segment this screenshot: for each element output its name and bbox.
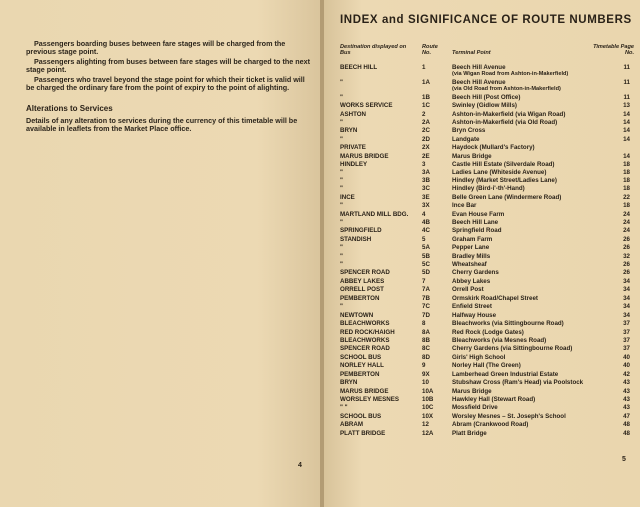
destination-cell: SPRINGFIELD [340,227,382,234]
route-number-cell: 4B [422,219,430,226]
page-number-cell: 37 [623,329,630,336]
route-number-cell: 4 [422,211,426,218]
destination-cell: NEWTOWN [340,312,374,319]
table-row [324,126,640,135]
route-number-cell: 3X [422,202,430,209]
route-number-cell: 2X [422,144,430,151]
terminal-cell: Bryn Cross [452,127,486,134]
route-number-cell: 2A [422,119,430,126]
destination-cell: MARUS BRIDGE [340,388,389,395]
terminal-cell: Worsley Mesnes – St. Joseph's School [452,413,566,420]
page-number-cell: 14 [623,119,630,126]
destination-cell: MARUS BRIDGE [340,153,389,160]
route-number-cell: 8B [422,337,430,344]
destination-cell: " [340,119,343,126]
route-number-cell: 5C [422,261,430,268]
route-number-cell: 1C [422,102,430,109]
page-number-cell: 24 [623,211,630,218]
terminal-cell: Red Rock (Lodge Gates) [452,329,524,336]
page-number-cell: 34 [623,312,630,319]
destination-cell: " " [340,404,348,411]
route-number-cell: 7B [422,295,430,302]
destination-cell: WORKS SERVICE [340,102,393,109]
route-number-cell: 2D [422,136,430,143]
page-number-left: 4 [298,462,302,469]
terminal-cell: Pepper Lane [452,244,490,251]
destination-cell: " [340,185,343,192]
header-page: Timetable Page No. [593,44,634,56]
table-row [324,378,640,387]
destination-cell: STANDISH [340,236,372,243]
header-destination: Destination displayed on Bus [340,44,407,56]
terminal-cell: Graham Farm [452,236,493,243]
right-page [324,0,640,507]
table-row [324,285,640,294]
destination-cell: ABBEY LAKES [340,278,385,285]
table-row [324,143,640,152]
table-row [324,101,640,110]
terminal-cell: Hindley (Bird-i'-th'-Hand) [452,185,525,192]
destination-cell: " [340,244,343,251]
page-number-cell: 43 [623,379,630,386]
destination-cell: BEECH HILL [340,64,378,71]
terminal-cell: Bleachworks (via Sittingbourne Road) [452,320,564,327]
terminal-cell: Ormskirk Road/Chapel Street [452,295,538,302]
terminal-cell: Cherry Gardens [452,269,499,276]
page-number-cell: 43 [623,396,630,403]
route-number-cell: 10 [422,379,429,386]
destination-cell: MARTLAND MILL BDG. [340,211,409,218]
route-number-cell: 7 [422,278,426,285]
terminal-cell: Hindley (Market Street/Ladies Lane) [452,177,557,184]
terminal-cell: Beech Hill Avenue [452,79,506,86]
page-number-cell: 18 [623,161,630,168]
page-number-cell: 18 [623,185,630,192]
destination-cell: PRIVATE [340,144,366,151]
terminal-cell: Bleachworks (via Mesnes Road) [452,337,547,344]
page-number-cell: 34 [623,286,630,293]
page-number-cell: 48 [623,421,630,428]
destination-cell: PLATT BRIDGE [340,430,386,437]
terminal-cell: Belle Green Lane (Windermere Road) [452,194,562,201]
page-number-cell: 22 [623,194,630,201]
table-row [324,268,640,277]
destination-cell: SPENCER ROAD [340,269,390,276]
page-number-cell: 13 [623,102,630,109]
page-number-cell: 14 [623,111,630,118]
header-terminal: Terminal Point [452,50,491,56]
page-number-cell: 42 [623,371,630,378]
route-number-cell: 1B [422,94,430,101]
table-row [324,201,640,210]
table-row [324,344,640,353]
terminal-cell: Springfield Road [452,227,502,234]
destination-cell: " [340,202,343,209]
terminal-cell: Ladies Lane (Whiteside Avenue) [452,169,547,176]
destination-cell: RED ROCK/HAIGH [340,329,395,336]
terminal-cell: Platt Bridge [452,430,487,437]
destination-cell: " [340,253,343,260]
route-number-cell: 5 [422,236,426,243]
terminal-cell: Mossfield Drive [452,404,498,411]
page-number-cell: 47 [623,413,630,420]
table-row [324,243,640,252]
page-number-cell: 11 [623,79,630,86]
page-number-cell: 18 [623,202,630,209]
terminal-cell: Hawkley Hall (Stewart Road) [452,396,536,403]
route-number-cell: 5B [422,253,430,260]
route-number-cell: 2E [422,153,430,160]
route-number-cell: 3C [422,185,430,192]
terminal-cell: Abbey Lakes [452,278,491,285]
route-number-cell: 3E [422,194,430,201]
destination-cell: SPENCER ROAD [340,345,390,352]
page-number-cell: 14 [623,127,630,134]
destination-cell: WORSLEY MESNES [340,396,400,403]
page-number-cell: 37 [623,320,630,327]
destination-cell: " [340,219,343,226]
table-row [324,319,640,328]
page-number-cell: 32 [623,253,630,260]
destination-cell: INCE [340,194,355,201]
table-row [324,184,640,193]
index-title: INDEX and SIGNIFICANCE OF ROUTE NUMBERS [340,14,632,26]
page-number-cell: 11 [623,94,630,101]
alterations-text: Details of any alteration to services during the currency of this timetable will be available in leaflets from the Market Place office. [26,116,298,134]
destination-cell: BLEACHWORKS [340,337,390,344]
destination-cell: BRYN [340,127,358,134]
table-row [324,403,640,412]
route-number-cell: 9 [422,362,426,369]
fare-paragraph-1: Passengers boarding buses between fare stages will be charged from the previous stage point. [26,39,286,57]
table-row [324,361,640,370]
terminal-cell: Swinley (Gidlow Mills) [452,102,517,109]
page-number-cell: 37 [623,337,630,344]
destination-cell: " [340,94,343,101]
destination-cell: ASHTON [340,111,367,118]
destination-cell: " [340,261,343,268]
terminal-cell: Ashton-in-Makerfield (via Wigan Road) [452,111,566,118]
route-number-cell: 8A [422,329,430,336]
terminal-cell: Bradley Mills [452,253,491,260]
destination-cell: HINDLEY [340,161,368,168]
terminal-cell: Enfield Street [452,303,492,310]
terminal-cell: Landgate [452,136,480,143]
route-number-cell: 2C [422,127,430,134]
terminal-cell: Girls' High School [452,354,506,361]
terminal-cell: Marus Bridge [452,388,492,395]
terminal-cell: Haydock (Mullard's Factory) [452,144,535,151]
destination-cell: ABRAM [340,421,364,428]
table-row [324,420,640,429]
destination-cell: SCHOOL BUS [340,354,382,361]
page-number-cell: 40 [623,362,630,369]
terminal-cell: Orrell Post [452,286,484,293]
page-number-cell: 37 [623,345,630,352]
terminal-subnote: (via Old Road from Ashton-in-Makerfield) [452,86,561,92]
destination-cell: " [340,169,343,176]
destination-cell: SCHOOL BUS [340,413,382,420]
terminal-cell: Beech Hill Avenue [452,64,506,71]
route-number-cell: 2 [422,111,426,118]
terminal-cell: Castle Hill Estate (Silverdale Road) [452,161,555,168]
terminal-cell: Beech Hill (Post Office) [452,94,521,101]
route-number-cell: 12A [422,430,434,437]
terminal-cell: Ince Bar [452,202,477,209]
route-number-cell: 7A [422,286,430,293]
page-number-cell: 11 [623,64,630,71]
page-number-cell: 26 [623,244,630,251]
page-number-cell: 26 [623,236,630,243]
page-number-cell: 43 [623,388,630,395]
route-number-cell: 7D [422,312,430,319]
route-number-cell: 9X [422,371,430,378]
terminal-cell: Halfway House [452,312,497,319]
route-number-cell: 3A [422,169,430,176]
terminal-cell: Abram (Crankwood Road) [452,421,529,428]
fare-paragraph-3: Passengers who travel beyond the stage point for which their ticket is valid will be charged the ordinary fare from the point of expiry to the point of alighting. [26,75,305,93]
terminal-cell: Evan House Farm [452,211,505,218]
terminal-subnote: (via Wigan Road from Ashton-in-Makerfield) [452,71,569,77]
table-row [324,63,640,77]
terminal-cell: Lamberhead Green Industrial Estate [452,371,559,378]
route-number-cell: 7C [422,303,430,310]
terminal-cell: Cherry Gardens (via Sittingbourne Road) [452,345,573,352]
page-number-cell: 34 [623,295,630,302]
page-number-cell: 34 [623,278,630,285]
route-number-cell: 1A [422,79,430,86]
table-row [324,302,640,311]
page-number-cell: 48 [623,430,630,437]
header-route: Route No. [422,44,438,56]
terminal-cell: Beech Hill Lane [452,219,499,226]
route-number-cell: 8 [422,320,426,327]
route-number-cell: 8D [422,354,430,361]
destination-cell: PEMBERTON [340,371,380,378]
terminal-cell: Stubshaw Cross (Ram's Head) via Poolstock [452,379,584,386]
fare-paragraph-2: Passengers alighting from buses between fare stages will be charged to the next stage point. [26,57,310,75]
page-number-cell: 18 [623,177,630,184]
page-number-cell: 43 [623,404,630,411]
page-number-cell: 26 [623,269,630,276]
route-number-cell: 4C [422,227,430,234]
page-number-right: 5 [622,456,626,463]
terminal-cell: Ashton-in-Makerfield (via Old Road) [452,119,558,126]
table-row [324,226,640,235]
terminal-cell: Norley Hall (The Green) [452,362,521,369]
page-number-cell: 40 [623,354,630,361]
route-number-cell: 3 [422,161,426,168]
route-number-cell: 8C [422,345,430,352]
destination-cell: " [340,136,343,143]
page-number-cell: 24 [623,227,630,234]
page-number-cell: 24 [623,219,630,226]
destination-cell: " [340,79,343,86]
destination-cell: BRYN [340,379,358,386]
route-number-cell: 10B [422,396,434,403]
page-number-cell: 34 [623,303,630,310]
table-row [324,429,640,438]
route-number-cell: 10X [422,413,434,420]
destination-cell: PEMBERTON [340,295,380,302]
page-number-cell: 14 [623,153,630,160]
page-number-cell: 14 [623,136,630,143]
destination-cell: BLEACHWORKS [340,320,390,327]
route-number-cell: 5A [422,244,430,251]
route-number-cell: 1 [422,64,426,71]
route-number-cell: 3B [422,177,430,184]
route-number-cell: 10A [422,388,434,395]
page-number-cell: 18 [623,169,630,176]
route-number-cell: 5D [422,269,430,276]
table-row [324,78,640,92]
terminal-cell: Marus Bridge [452,153,492,160]
destination-cell: " [340,177,343,184]
destination-cell: " [340,303,343,310]
destination-cell: NORLEY HALL [340,362,384,369]
route-number-cell: 10C [422,404,434,411]
page-number-cell: 26 [623,261,630,268]
route-number-cell: 12 [422,421,429,428]
alterations-heading: Alterations to Services [26,104,113,113]
terminal-cell: Wheatsheaf [452,261,487,268]
destination-cell: ORRELL POST [340,286,384,293]
